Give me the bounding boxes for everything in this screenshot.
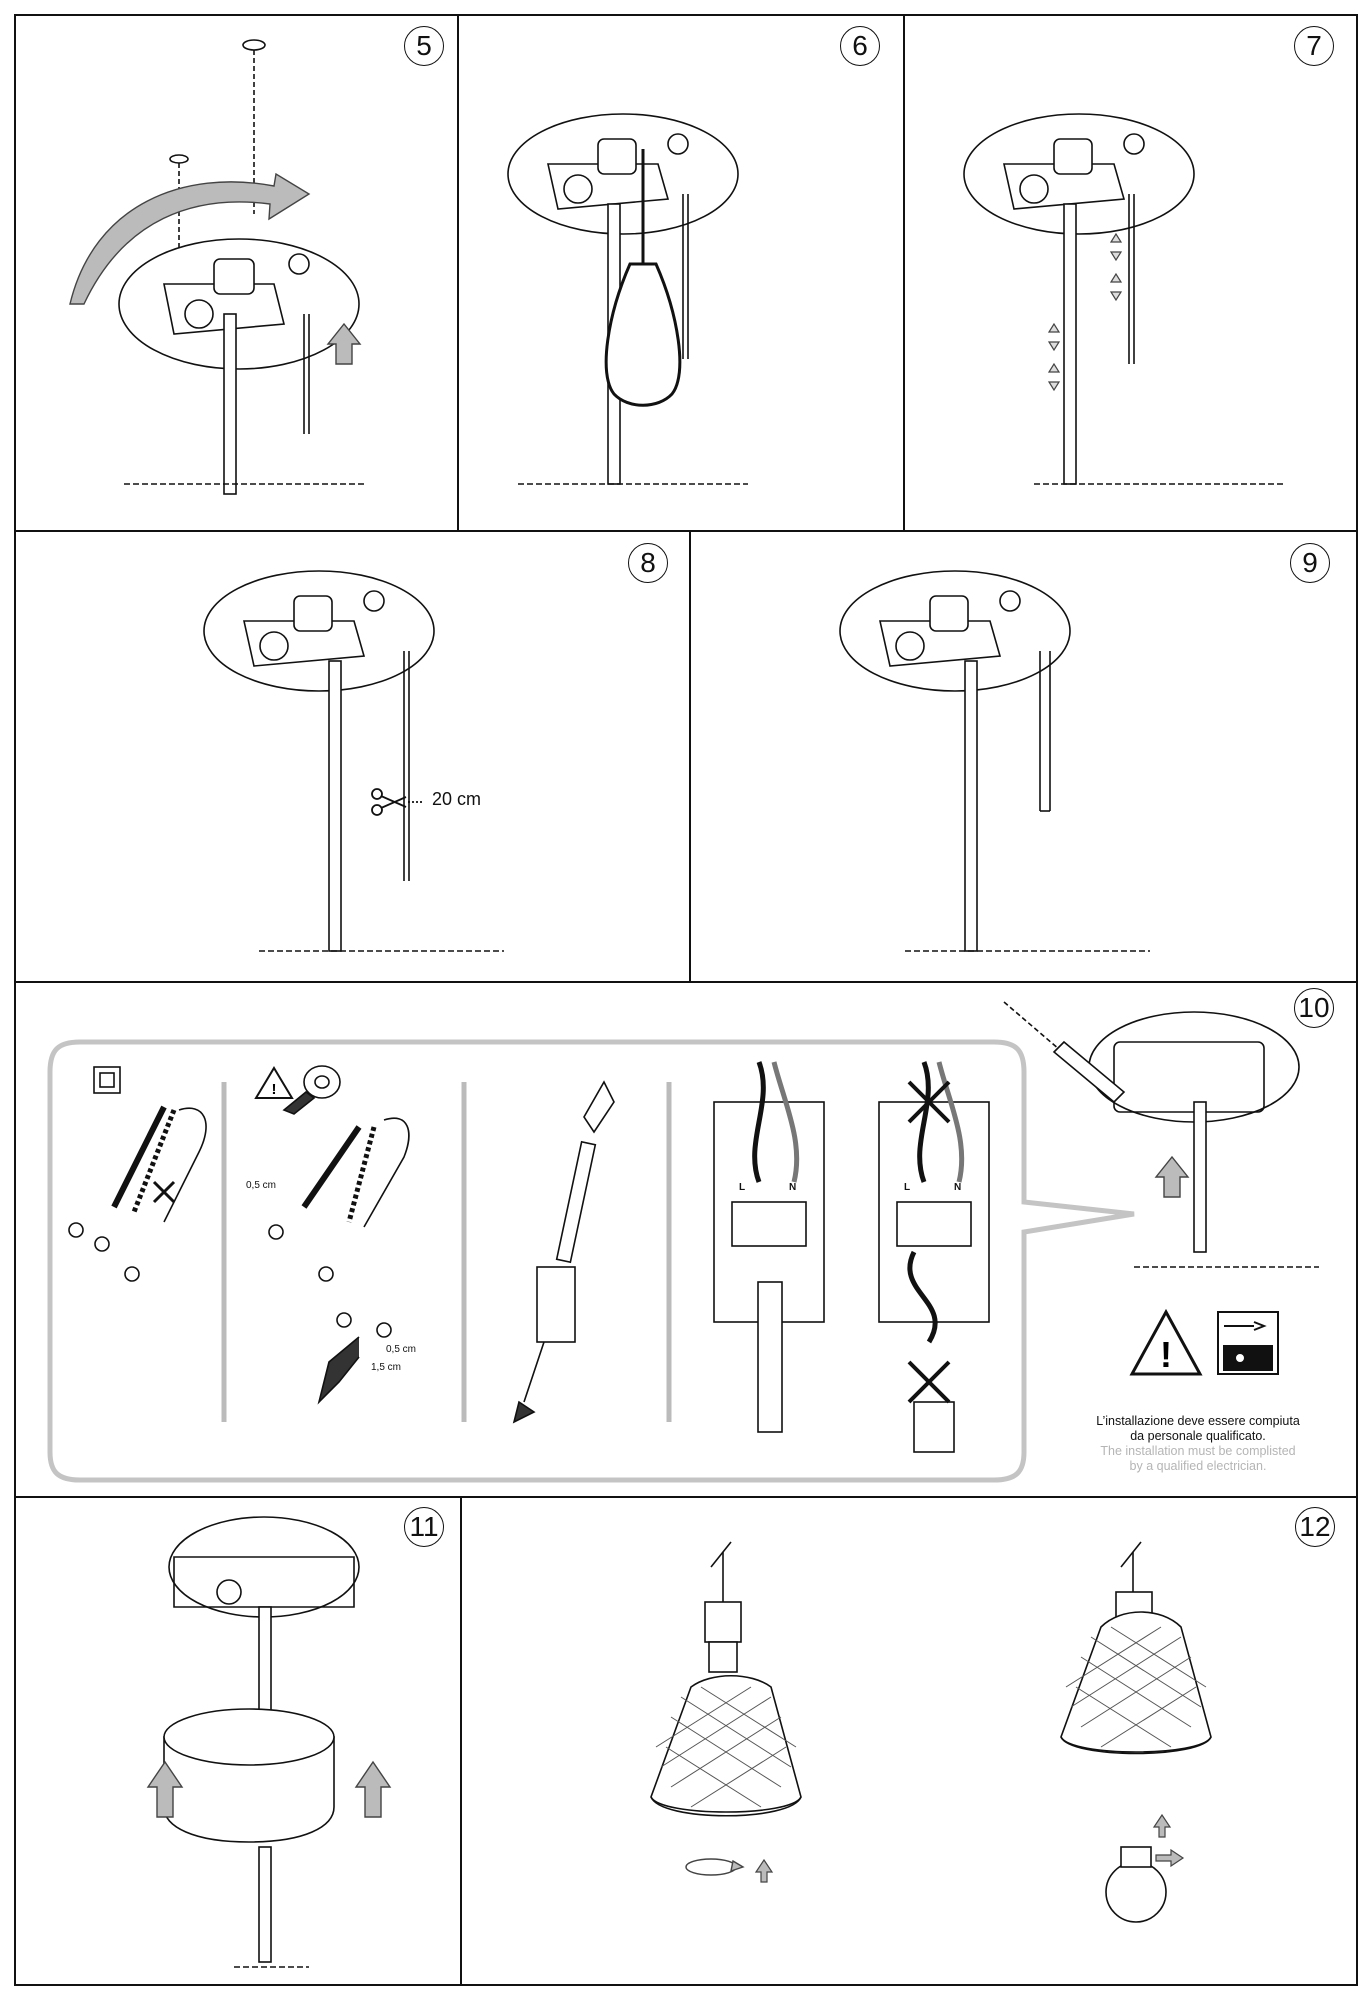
cut-cable-result-illustration [690,531,1358,982]
strip-length-label: 1,5 cm [371,1362,402,1373]
step-10-panel [14,982,1358,1497]
installation-note [1068,1414,1328,1474]
warning-icon [256,1068,292,1098]
svg-text:!: ! [271,1081,277,1098]
step-7-panel [904,14,1358,531]
screwdriver-illustration [458,14,904,531]
svg-text:!: ! [1160,1334,1172,1375]
terminal-label-l: L [739,1182,746,1193]
cut-length-label: 20 cm [432,789,482,809]
warning-icon [1132,1312,1200,1375]
step-number: 7 [1294,26,1334,66]
step-8-panel [14,531,690,982]
step-number: 6 [840,26,880,66]
step-11-panel [14,1497,461,1986]
up-arrow-icon [1156,1157,1188,1197]
step-number: 8 [628,543,668,583]
step-number: 11 [404,1507,444,1547]
terminal-label-n: N [954,1182,962,1193]
double-insulation-icon [94,1067,120,1093]
electrician-icon [1218,1312,1278,1374]
cable-adjust-illustration [904,14,1358,531]
terminal-label-n: N [789,1182,797,1193]
rotate-arrow-icon [686,1859,743,1875]
shade-assembly-illustration [461,1497,1358,1986]
step-number: 5 [404,26,444,66]
note-english: by a qualified electrician. [1129,1459,1267,1473]
up-arrow-icon [356,1762,390,1817]
step-9-panel [690,531,1358,982]
up-arrow-icon [1154,1815,1170,1837]
terminal-label-l: L [904,1182,911,1193]
adjust-arrows-icon [1049,234,1121,390]
scissors-icon [372,789,424,815]
cut-cable-illustration [14,531,690,982]
note-italian: da personale qualificato. [1130,1429,1266,1443]
step-6-panel [458,14,904,531]
note-italian: L’installazione deve essere compiuta [1096,1414,1300,1428]
up-arrow-icon [756,1860,772,1882]
step-number: 9 [1290,543,1330,583]
step-5-panel [14,14,458,531]
step-number: 10 [1294,988,1334,1028]
canopy-illustration [14,1497,461,1986]
step-12-panel [461,1497,1358,1986]
ceiling-plate-illustration [14,14,458,531]
step-number: 12 [1295,1507,1335,1547]
note-english: The installation must be complisted [1100,1444,1296,1458]
strip-length-label: 0,5 cm [246,1180,277,1191]
right-arrow-icon [1156,1850,1183,1866]
strip-length-label: 0,5 cm [386,1344,417,1355]
tape-icon [284,1066,340,1114]
